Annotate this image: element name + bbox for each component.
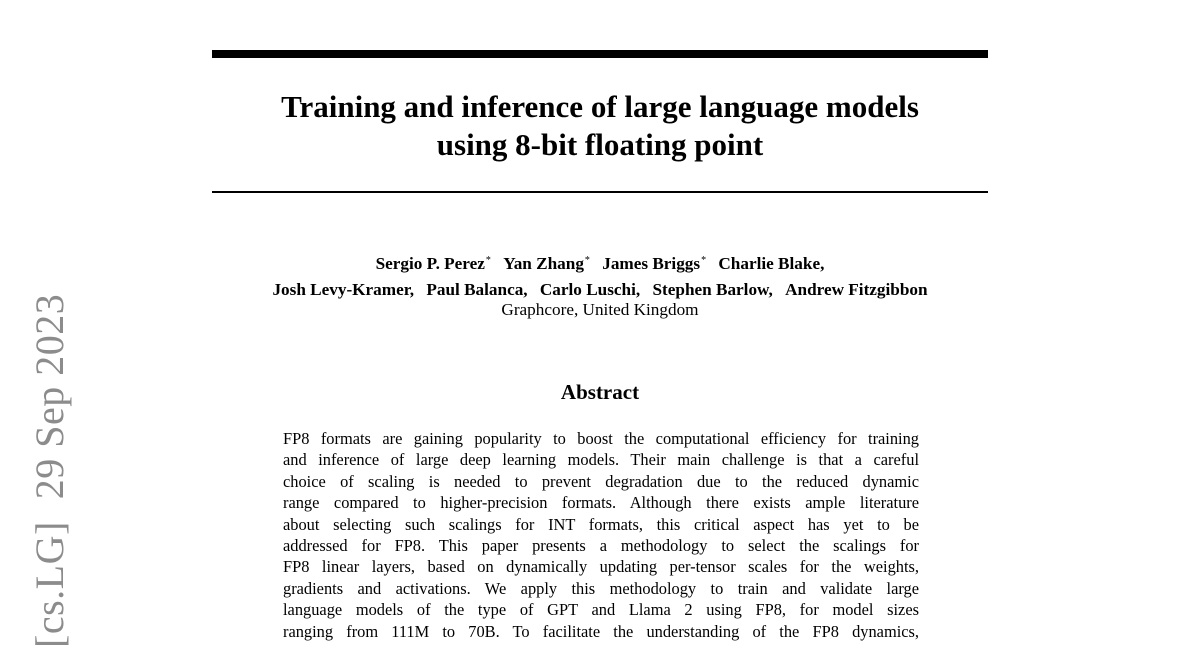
- abstract-body: [283, 428, 919, 642]
- author-name: Carlo Luschi,: [539, 280, 641, 299]
- abstract-line: range compared to higher-precision formats. Although there exists ample literature: [283, 493, 919, 513]
- abstract-line: about selecting such scalings for INT formats, this critical aspect has yet to be: [283, 514, 919, 534]
- author-name: Sergio P. Perez*: [375, 254, 491, 273]
- abstract-line: gradients and activations. We apply this methodology to train and validate large: [283, 578, 919, 598]
- author-name: Stephen Barlow,: [652, 280, 773, 299]
- title-top-rule: [212, 50, 988, 58]
- author-affiliation: Graphcore, United Kingdom: [501, 300, 699, 319]
- abstract-line: addressed for FP8. This paper presents a methodology to select the scalings for: [283, 536, 919, 556]
- abstract-line: FP8 linear layers, based on dynamically updating per-tensor scales for the weights,: [283, 557, 919, 577]
- author-name: Paul Balanca,: [426, 280, 528, 299]
- author-name: Yan Zhang*: [503, 254, 590, 273]
- abstract-line: language models of the type of GPT and Llama 2 using FP8, for model sizes: [283, 600, 919, 620]
- abstract-line: ranging from 111M to 70B. To facilitate the understanding of the FP8 dynamics,: [283, 621, 919, 641]
- author-list: [160, 248, 1040, 303]
- author-line: [160, 248, 1040, 277]
- author-name: James Briggs*: [602, 254, 707, 273]
- arxiv-category: [cs.LG]: [27, 521, 72, 648]
- author-name: Charlie Blake,: [718, 254, 825, 273]
- author-name: Josh Levy-Kramer,: [272, 280, 415, 299]
- abstract-line: FP8 formats are gaining popularity to boost the computational efficiency for training: [283, 429, 919, 448]
- title-line: Training and inference of large language models: [281, 89, 919, 124]
- abstract-heading: Abstract: [560, 380, 640, 404]
- arxiv-date: 29 Sep 2023: [27, 293, 72, 500]
- arxiv-side-stamp: [28, 272, 72, 648]
- abstract-line: and inference of large deep learning models. Their main challenge is that a careful: [283, 450, 919, 470]
- title-bottom-rule: [212, 191, 988, 193]
- author-name: Andrew Fitzgibbon: [785, 280, 928, 299]
- title-line: using 8-bit floating point: [436, 127, 764, 162]
- abstract-line: choice of scaling is needed to prevent degradation due to the reduced dynamic: [283, 471, 919, 491]
- paper-title: [212, 88, 988, 164]
